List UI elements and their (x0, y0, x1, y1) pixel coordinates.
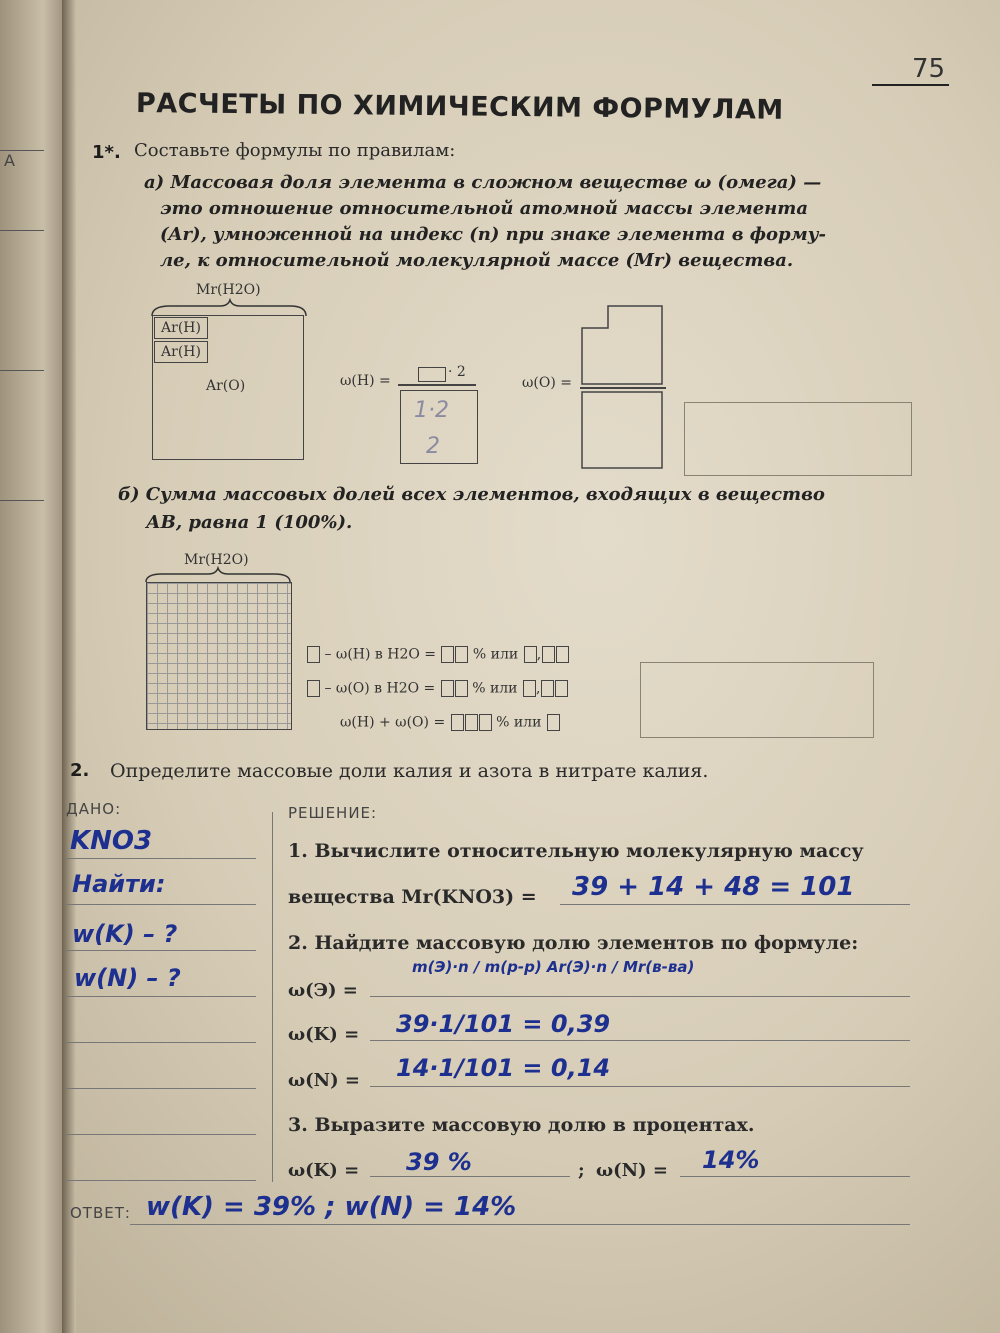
omega-h-factor: · 2 (448, 364, 466, 380)
rule-a-line1: а) Массовая доля элемента в сложном веществе ω (омега) — (144, 172, 822, 193)
omega-e-hw: m(Э)·n / m(р-р) Ar(Э)·n / Mr(в-ва) (412, 958, 695, 976)
percent-or-label: % или (472, 680, 518, 697)
omega-k-hw: 39·1/101 = 0,39 (396, 1010, 611, 1038)
omega-e-line (370, 996, 910, 997)
digit-cell (441, 680, 454, 697)
answer-label: ОТВЕТ: (70, 1204, 131, 1222)
task2-question: Определите массовые доли калия и азота в нитрате калия. (110, 760, 709, 782)
given-hw-wk: w(K) – ? (72, 920, 178, 948)
given-hw-find: Найти: (72, 870, 166, 898)
answer-box-b (640, 662, 874, 738)
left-page-rule (0, 370, 44, 371)
digit-cell (465, 714, 478, 731)
page-title: РАСЧЕТЫ ПО ХИМИЧЕСКИМ ФОРМУЛАМ (135, 88, 784, 126)
digit-cell (555, 680, 568, 697)
row3-label: ω(H) + ω(O) = (340, 714, 446, 731)
omega-k-label: ω(K) = (288, 1024, 360, 1045)
checkbox-cell (307, 646, 320, 663)
hundred-square-grid (146, 582, 292, 730)
omega-h-percent-row: – ω(H) в H2O = % или , (306, 646, 569, 663)
step3-text: 3. Выразите массовую долю в процентах. (288, 1114, 755, 1136)
omega-n-label: ω(N) = (288, 1070, 360, 1091)
row1-label: – ω(H) в H2O = (324, 646, 437, 663)
digit-cell (455, 646, 468, 663)
given-hw-wn: w(N) – ? (74, 964, 181, 992)
rule-a-line4: ле, к относительной молекулярной массе (Mr) вещества. (160, 250, 794, 271)
percent-or-label: % или (472, 646, 519, 663)
given-line (66, 904, 256, 905)
omega-n-hw: 14·1/101 = 0,14 (396, 1054, 611, 1082)
omega-e-label: ω(Э) = (288, 980, 358, 1001)
ar-o-label: Ar(O) (206, 378, 246, 394)
pct-n-line (680, 1176, 910, 1177)
checkbox-cell (307, 680, 320, 697)
answer-hw: w(K) = 39% ; w(N) = 14% (146, 1192, 517, 1222)
ar-h-box-2: Ar(H) (154, 341, 208, 363)
task1-number: 1*. (92, 142, 121, 163)
rule-a-line3: (Ar), умноженной на индекс (n) при знаке элемента в форму- (160, 224, 826, 245)
omega-o-percent-row: – ω(O) в H2O = % или , (306, 680, 568, 697)
omega-h-fraction-bar (398, 384, 476, 386)
given-line (66, 1042, 256, 1043)
answer-line (130, 1224, 910, 1225)
omega-h-numerator-box (418, 367, 446, 382)
omega-h-pencil-bottom: 2 (426, 434, 440, 459)
rule-b-line2: АВ, равна 1 (100%). (146, 512, 353, 533)
rule-a-line2: это отношение относительной атомной массы элемента (160, 198, 809, 219)
digit-cell (479, 714, 492, 731)
pct-k-line (370, 1176, 570, 1177)
omega-h-label: ω(H) = (340, 373, 391, 389)
digit-cell (542, 646, 555, 663)
step1-line2: вещества Mr(KNO3) = (288, 886, 537, 908)
left-page-rule (0, 230, 44, 231)
digit-cell (451, 714, 464, 731)
omega-k-line (370, 1040, 910, 1041)
pct-k-label: ω(K) = (288, 1160, 360, 1181)
step1-hw: 39 + 14 + 48 = 101 (572, 872, 855, 902)
given-line (66, 1180, 256, 1181)
step1-line1: 1. Вычислите относительную молекулярную массу (288, 840, 864, 862)
rule-b-line1: б) Сумма массовых долей всех элементов, входящих в вещество (118, 484, 825, 505)
given-line (66, 1088, 256, 1089)
step2-text: 2. Найдите массовую долю элементов по формуле: (288, 932, 859, 954)
mr-label-b: Mr(H2O) (184, 552, 249, 568)
omega-sum-row (340, 714, 560, 731)
digit-cell (541, 680, 554, 697)
given-line (66, 950, 256, 951)
omega-o-fraction-shape (580, 304, 666, 472)
digit-cell (547, 714, 560, 731)
left-page-letter: А (0, 150, 44, 170)
given-line (66, 1134, 256, 1135)
given-label: ДАНО: (66, 800, 122, 818)
answer-box-a (684, 402, 912, 476)
ar-h-box-1: Ar(H) (154, 317, 208, 339)
task1-instruction: Составьте формулы по правилам: (134, 140, 456, 161)
digit-cell (524, 646, 537, 663)
left-page-rule (0, 500, 44, 501)
given-hw-formula: KNO3 (70, 826, 153, 856)
given-divider (272, 812, 273, 1182)
omega-h-pencil-top: 1·2 (414, 398, 449, 423)
row2-label: – ω(O) в H2O = (324, 680, 436, 697)
pct-n-hw: 14% (702, 1146, 760, 1174)
given-line (66, 858, 256, 859)
task2-number: 2. (70, 760, 90, 781)
given-line (66, 996, 256, 997)
omega-o-label: ω(O) = (522, 375, 572, 391)
digit-cell (523, 680, 536, 697)
step1-answer-line (560, 904, 910, 905)
percent-or-label: % или (496, 714, 542, 731)
digit-cell (455, 680, 468, 697)
digit-cell (441, 646, 454, 663)
mr-label-a: Mr(H2O) (196, 282, 261, 298)
page-number: 75 (872, 54, 949, 86)
omega-n-line (370, 1086, 910, 1087)
pct-n-label: ω(N) = (596, 1160, 668, 1181)
digit-cell (556, 646, 569, 663)
solution-label: РЕШЕНИЕ: (288, 804, 378, 822)
pct-k-hw: 39 % (406, 1148, 472, 1176)
pct-separator: ; (578, 1160, 585, 1181)
